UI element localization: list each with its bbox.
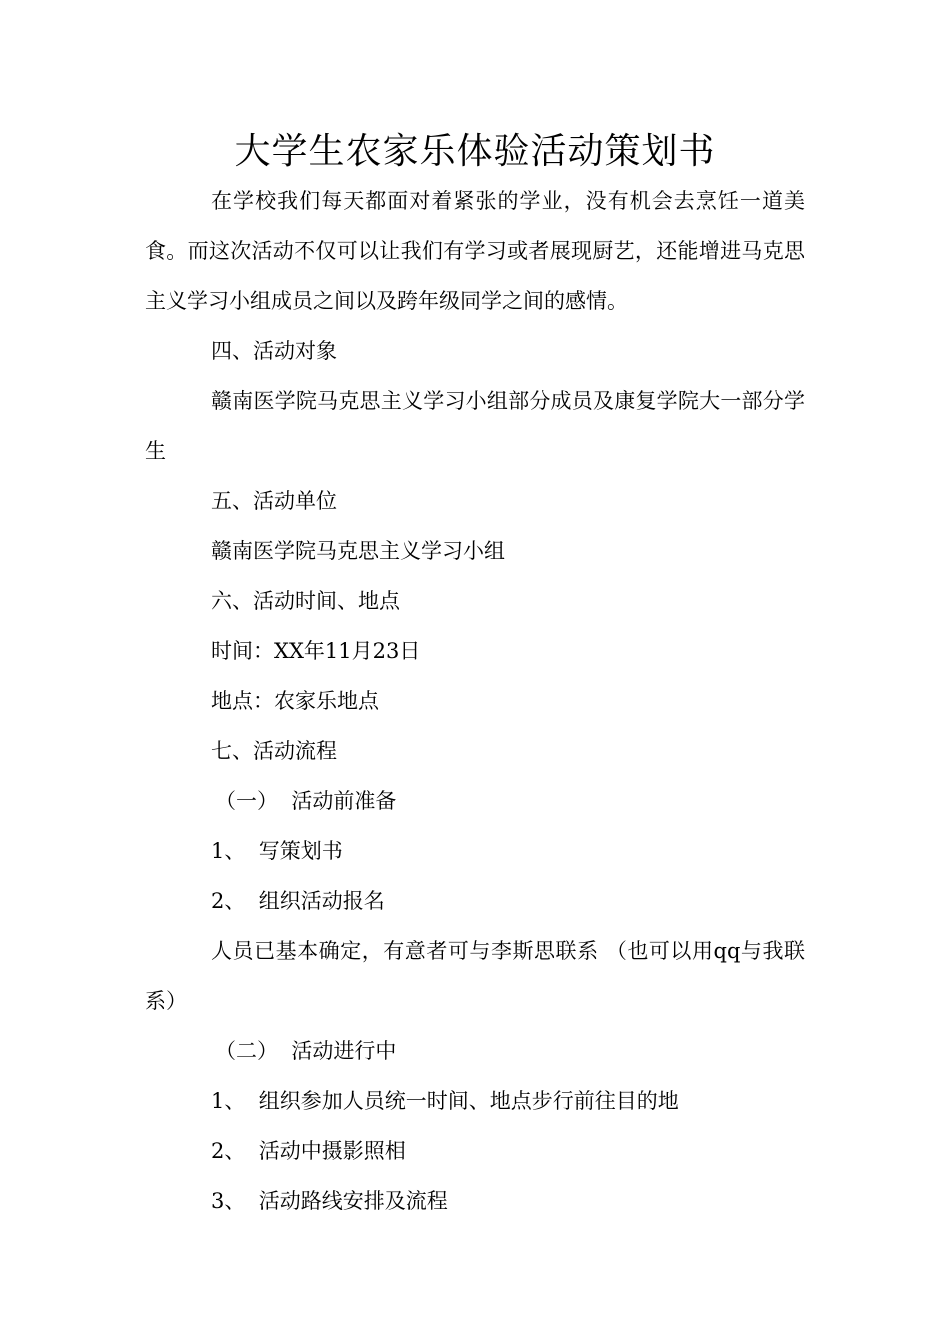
document-title: 大学生农家乐体验活动策划书 — [234, 131, 716, 172]
section-heading-target: 四、活动对象 — [211, 339, 337, 363]
section-heading-flow: 七、活动流程 — [211, 739, 337, 763]
section-heading-unit: 五、活动单位 — [211, 489, 337, 513]
prep-item: 2、 组织活动报名 — [211, 889, 385, 913]
section-heading-time-place: 六、活动时间、地点 — [211, 589, 400, 613]
prep-item: 1、 写策划书 — [211, 839, 343, 863]
subsection-heading-prep: （一） 活动前准备 — [215, 789, 397, 813]
during-item: 2、 活动中摄影照相 — [211, 1139, 406, 1163]
place-line: 地点：农家乐地点 — [211, 689, 379, 713]
unit-paragraph: 赣南医学院马克思主义学习小组 — [211, 539, 505, 563]
subsection-heading-during: （二） 活动进行中 — [215, 1039, 397, 1063]
time-line: 时间：XX年11月23日 — [211, 639, 421, 663]
intro-paragraph: 在学校我们每天都面对着紧张的学业，没有机会去烹饪一道美食。而这次活动不仅可以让我们有学习或者展现厨艺，还能增进马克思主义学习小组成员之间以及跨年级同学之间的感情。 — [145, 189, 805, 313]
document-body — [145, 176, 805, 1226]
target-paragraph: 赣南医学院马克思主义学习小组部分成员及康复学院大一部分学生 — [145, 389, 805, 463]
during-item: 3、 活动路线安排及流程 — [211, 1189, 448, 1213]
signup-paragraph: 人员已基本确定，有意者可与李斯思联系 （也可以用qq与我联系） — [145, 939, 805, 1013]
during-item: 1、 组织参加人员统一时间、地点步行前往目的地 — [211, 1089, 679, 1113]
